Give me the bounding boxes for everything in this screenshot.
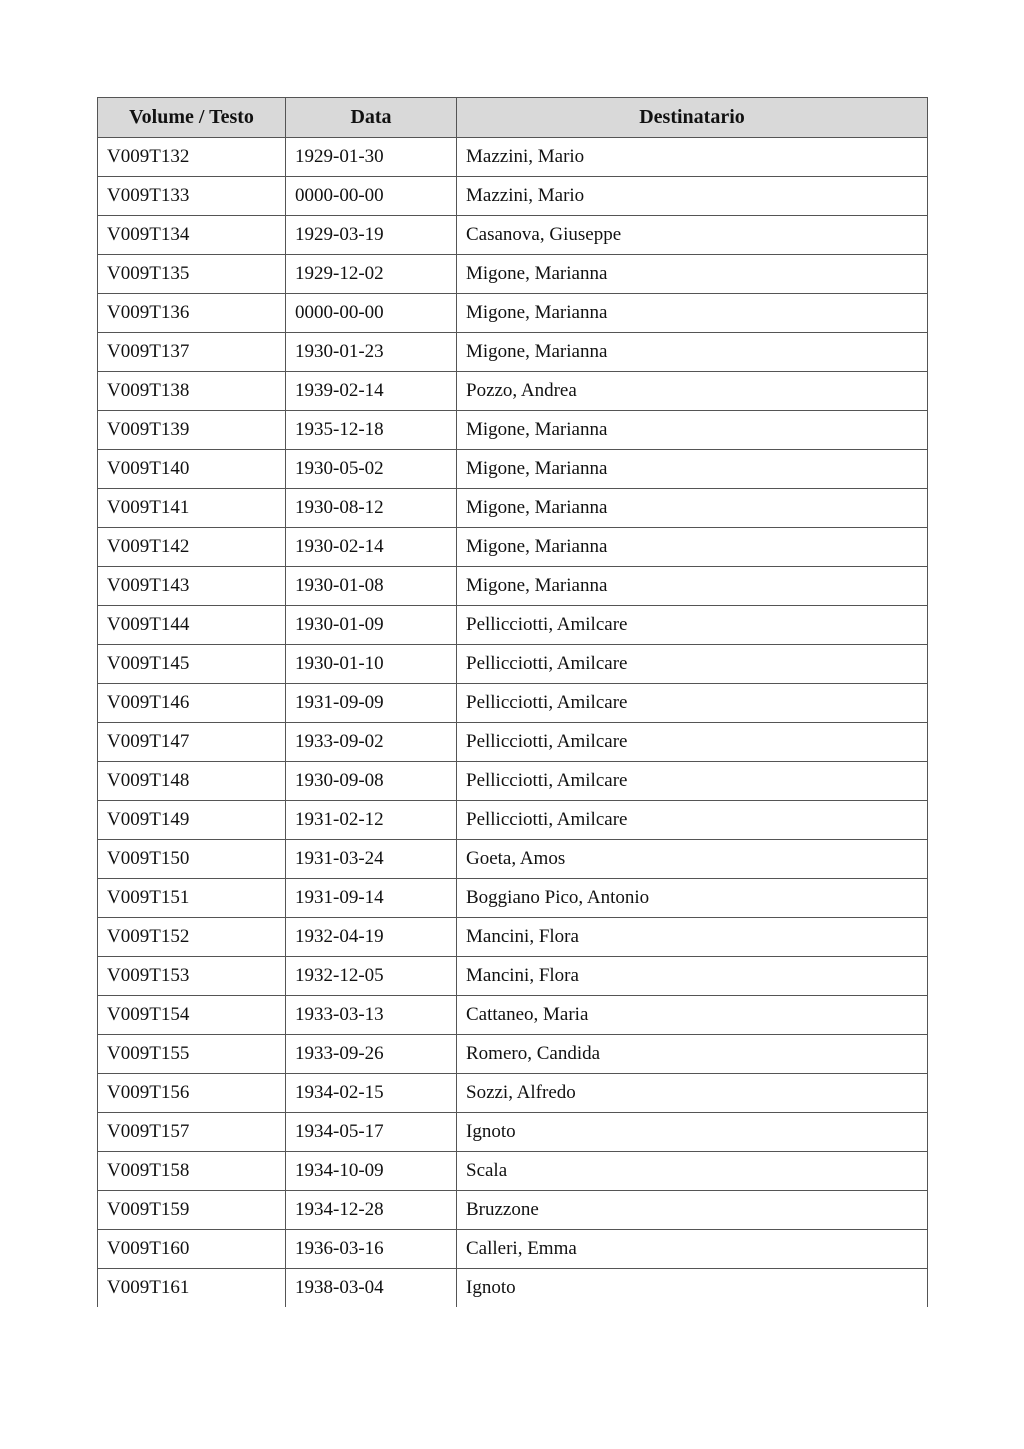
- cell-recipient: Cattaneo, Maria: [457, 996, 928, 1035]
- cell-volume: V009T156: [98, 1074, 286, 1113]
- cell-volume: V009T158: [98, 1152, 286, 1191]
- table-row: [98, 1152, 928, 1191]
- cell-date: 0000-00-00: [286, 177, 457, 216]
- cell-volume: V009T132: [98, 138, 286, 177]
- cell-volume: V009T138: [98, 372, 286, 411]
- table-row: [98, 567, 928, 606]
- table-row: [98, 645, 928, 684]
- table-row: [98, 411, 928, 450]
- cell-recipient: Migone, Marianna: [457, 450, 928, 489]
- cell-recipient: Pozzo, Andrea: [457, 372, 928, 411]
- cell-volume: V009T151: [98, 879, 286, 918]
- table-row: [98, 216, 928, 255]
- cell-date: 1931-09-14: [286, 879, 457, 918]
- cell-recipient: Mazzini, Mario: [457, 138, 928, 177]
- table-row: [98, 372, 928, 411]
- cell-recipient: Casanova, Giuseppe: [457, 216, 928, 255]
- table-row: [98, 762, 928, 801]
- cell-recipient: Migone, Marianna: [457, 333, 928, 372]
- cell-date: 1934-10-09: [286, 1152, 457, 1191]
- cell-recipient: Pellicciotti, Amilcare: [457, 645, 928, 684]
- cell-volume: V009T146: [98, 684, 286, 723]
- cell-date: 1939-02-14: [286, 372, 457, 411]
- header-volume: Volume / Testo: [98, 98, 286, 138]
- cell-date: 1935-12-18: [286, 411, 457, 450]
- cell-date: 1938-03-04: [286, 1269, 457, 1308]
- cell-date: 1934-02-15: [286, 1074, 457, 1113]
- cell-recipient: Migone, Marianna: [457, 489, 928, 528]
- cell-volume: V009T161: [98, 1269, 286, 1308]
- cell-recipient: Migone, Marianna: [457, 528, 928, 567]
- cell-date: 1933-03-13: [286, 996, 457, 1035]
- table-row: [98, 957, 928, 996]
- table-row: [98, 489, 928, 528]
- table-row: [98, 1230, 928, 1269]
- table-row: [98, 1113, 928, 1152]
- cell-recipient: Sozzi, Alfredo: [457, 1074, 928, 1113]
- cell-recipient: Bruzzone: [457, 1191, 928, 1230]
- cell-date: 1931-09-09: [286, 684, 457, 723]
- cell-volume: V009T152: [98, 918, 286, 957]
- table-row: [98, 1074, 928, 1113]
- cell-recipient: Calleri, Emma: [457, 1230, 928, 1269]
- table-row: [98, 1269, 928, 1308]
- cell-volume: V009T137: [98, 333, 286, 372]
- cell-volume: V009T139: [98, 411, 286, 450]
- table-row: [98, 177, 928, 216]
- cell-recipient: Ignoto: [457, 1269, 928, 1308]
- table-row: [98, 255, 928, 294]
- table-header: [98, 98, 928, 138]
- cell-recipient: Migone, Marianna: [457, 294, 928, 333]
- cell-date: 1933-09-26: [286, 1035, 457, 1074]
- cell-volume: V009T154: [98, 996, 286, 1035]
- cell-volume: V009T140: [98, 450, 286, 489]
- header-row: [98, 98, 928, 138]
- table-row: [98, 918, 928, 957]
- cell-recipient: Pellicciotti, Amilcare: [457, 723, 928, 762]
- cell-volume: V009T159: [98, 1191, 286, 1230]
- table-row: [98, 684, 928, 723]
- cell-volume: V009T147: [98, 723, 286, 762]
- cell-date: 1931-03-24: [286, 840, 457, 879]
- cell-volume: V009T157: [98, 1113, 286, 1152]
- cell-date: 1930-02-14: [286, 528, 457, 567]
- cell-date: 1931-02-12: [286, 801, 457, 840]
- cell-date: 1933-09-02: [286, 723, 457, 762]
- cell-volume: V009T141: [98, 489, 286, 528]
- cell-volume: V009T143: [98, 567, 286, 606]
- cell-date: 1930-01-23: [286, 333, 457, 372]
- cell-date: 1929-12-02: [286, 255, 457, 294]
- cell-volume: V009T142: [98, 528, 286, 567]
- cell-recipient: Pellicciotti, Amilcare: [457, 762, 928, 801]
- table-row: [98, 1035, 928, 1074]
- cell-volume: V009T145: [98, 645, 286, 684]
- cell-date: 1929-03-19: [286, 216, 457, 255]
- cell-recipient: Pellicciotti, Amilcare: [457, 801, 928, 840]
- cell-date: 1936-03-16: [286, 1230, 457, 1269]
- table-row: [98, 840, 928, 879]
- header-date: Data: [286, 98, 457, 138]
- cell-recipient: Goeta, Amos: [457, 840, 928, 879]
- cell-recipient: Mancini, Flora: [457, 957, 928, 996]
- cell-date: 0000-00-00: [286, 294, 457, 333]
- cell-recipient: Mancini, Flora: [457, 918, 928, 957]
- cell-recipient: Migone, Marianna: [457, 567, 928, 606]
- letters-table: [97, 97, 928, 1307]
- cell-date: 1934-05-17: [286, 1113, 457, 1152]
- cell-volume: V009T160: [98, 1230, 286, 1269]
- cell-volume: V009T134: [98, 216, 286, 255]
- cell-volume: V009T144: [98, 606, 286, 645]
- cell-recipient: Ignoto: [457, 1113, 928, 1152]
- cell-volume: V009T155: [98, 1035, 286, 1074]
- cell-date: 1930-09-08: [286, 762, 457, 801]
- table-row: [98, 801, 928, 840]
- cell-volume: V009T133: [98, 177, 286, 216]
- cell-recipient: Migone, Marianna: [457, 411, 928, 450]
- cell-recipient: Pellicciotti, Amilcare: [457, 684, 928, 723]
- cell-volume: V009T136: [98, 294, 286, 333]
- table-body: [98, 138, 928, 1308]
- table-row: [98, 528, 928, 567]
- table-row: [98, 333, 928, 372]
- cell-date: 1930-01-08: [286, 567, 457, 606]
- table-row: [98, 294, 928, 333]
- cell-volume: V009T153: [98, 957, 286, 996]
- table-row: [98, 723, 928, 762]
- cell-date: 1930-01-09: [286, 606, 457, 645]
- cell-date: 1930-05-02: [286, 450, 457, 489]
- cell-recipient: Migone, Marianna: [457, 255, 928, 294]
- cell-date: 1932-12-05: [286, 957, 457, 996]
- cell-date: 1934-12-28: [286, 1191, 457, 1230]
- cell-date: 1930-08-12: [286, 489, 457, 528]
- table-row: [98, 138, 928, 177]
- cell-date: 1932-04-19: [286, 918, 457, 957]
- table-row: [98, 606, 928, 645]
- cell-recipient: Mazzini, Mario: [457, 177, 928, 216]
- cell-volume: V009T150: [98, 840, 286, 879]
- cell-volume: V009T135: [98, 255, 286, 294]
- cell-recipient: Boggiano Pico, Antonio: [457, 879, 928, 918]
- cell-date: 1929-01-30: [286, 138, 457, 177]
- table-row: [98, 996, 928, 1035]
- cell-date: 1930-01-10: [286, 645, 457, 684]
- cell-recipient: Pellicciotti, Amilcare: [457, 606, 928, 645]
- cell-volume: V009T149: [98, 801, 286, 840]
- table-row: [98, 1191, 928, 1230]
- header-recipient: Destinatario: [457, 98, 928, 138]
- cell-recipient: Scala: [457, 1152, 928, 1191]
- cell-volume: V009T148: [98, 762, 286, 801]
- cell-recipient: Romero, Candida: [457, 1035, 928, 1074]
- table-row: [98, 879, 928, 918]
- table-row: [98, 450, 928, 489]
